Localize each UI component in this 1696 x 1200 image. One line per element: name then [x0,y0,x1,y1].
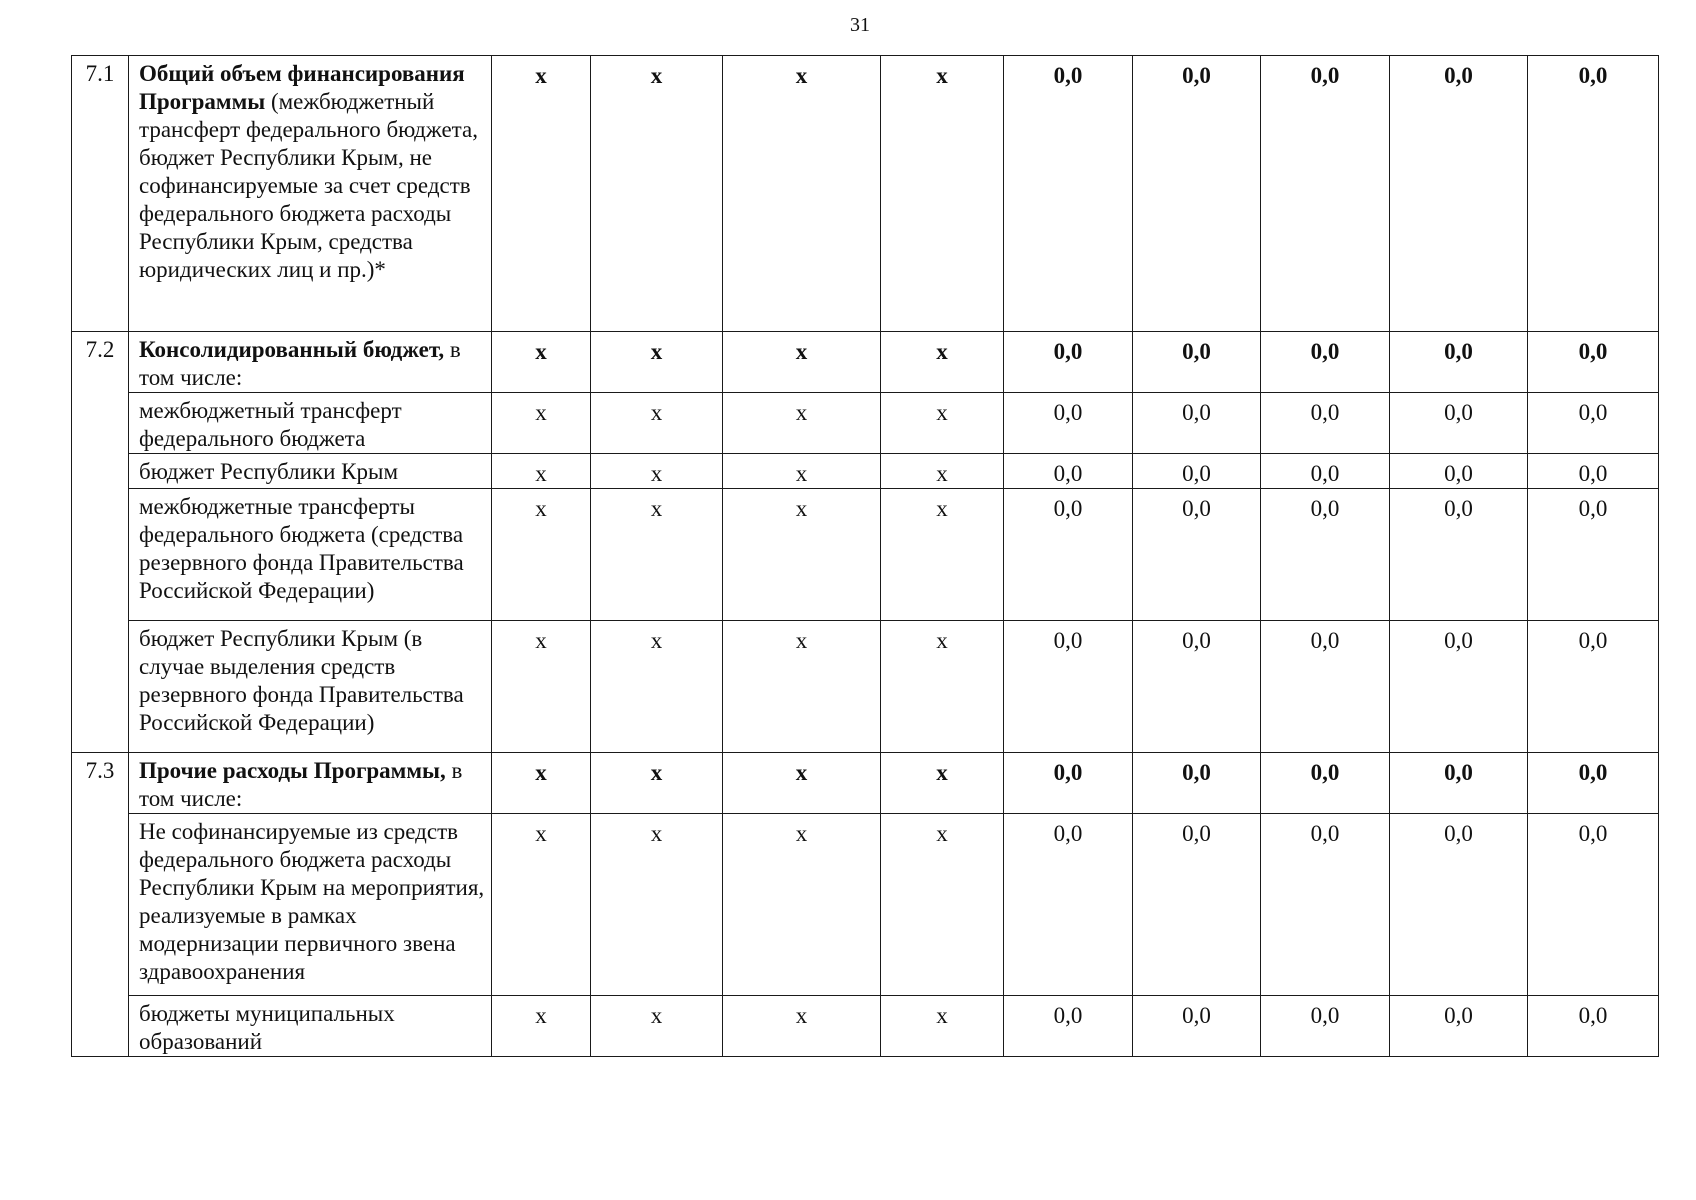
value-cell: x [492,393,591,454]
value-cell: 0,0 [1390,454,1528,489]
value-cell: x [591,489,723,621]
table-row [72,753,1659,814]
row-label-text: межбюджетные трансферты федерального бюджета (средства резервного фонда Правительства Российской Федерации) [139,494,464,603]
row-label [129,489,492,621]
row-label-text: в том числе: [139,758,463,811]
row-label-bold: Консолидированный бюджет, [139,337,445,362]
value-cell: x [492,814,591,996]
value-cell: x [881,814,1004,996]
value-cell: x [591,454,723,489]
value-cell: x [723,454,881,489]
row-number: 7.3 [72,753,129,1057]
row-label [129,996,492,1057]
value-cell: x [492,621,591,753]
value-cell: 0,0 [1390,621,1528,753]
row-number: 7.2 [72,332,129,753]
value-cell: x [881,489,1004,621]
row-label [129,56,492,332]
value-cell: 0,0 [1261,56,1390,332]
value-cell: 0,0 [1390,332,1528,393]
value-cell: 0,0 [1390,56,1528,332]
financing-table [71,55,1659,1057]
value-cell: 0,0 [1390,489,1528,621]
value-cell: x [492,332,591,393]
row-label [129,332,492,393]
value-cell: x [591,996,723,1057]
value-cell: 0,0 [1261,753,1390,814]
value-cell: x [881,996,1004,1057]
row-label-text: в том числе: [139,337,461,390]
value-cell: 0,0 [1004,753,1133,814]
row-label [129,454,492,489]
value-cell: 0,0 [1261,814,1390,996]
value-cell: x [492,454,591,489]
value-cell: x [591,56,723,332]
row-label [129,814,492,996]
table-row [72,996,1659,1057]
value-cell: 0,0 [1133,454,1261,489]
value-cell: 0,0 [1528,621,1659,753]
value-cell: x [591,393,723,454]
value-cell: x [723,332,881,393]
value-cell: 0,0 [1004,393,1133,454]
value-cell: 0,0 [1528,393,1659,454]
table-row [72,332,1659,393]
value-cell: x [591,814,723,996]
value-cell: x [881,454,1004,489]
value-cell: 0,0 [1133,393,1261,454]
value-cell: x [492,56,591,332]
value-cell: 0,0 [1528,454,1659,489]
row-label-text: бюджет Республики Крым [139,459,398,484]
value-cell: 0,0 [1390,996,1528,1057]
value-cell: x [881,621,1004,753]
value-cell: x [881,753,1004,814]
value-cell: 0,0 [1133,996,1261,1057]
value-cell: x [723,621,881,753]
value-cell: x [723,814,881,996]
table-row [72,56,1659,332]
value-cell: 0,0 [1261,996,1390,1057]
value-cell: x [492,996,591,1057]
value-cell: x [591,621,723,753]
value-cell: 0,0 [1261,454,1390,489]
value-cell: 0,0 [1261,489,1390,621]
value-cell: 0,0 [1004,621,1133,753]
value-cell: x [591,332,723,393]
value-cell: 0,0 [1133,56,1261,332]
row-label-bold: Прочие расходы Программы, [139,758,446,783]
value-cell: 0,0 [1133,814,1261,996]
value-cell: x [723,753,881,814]
value-cell: 0,0 [1261,393,1390,454]
value-cell: x [723,56,881,332]
value-cell: 0,0 [1133,332,1261,393]
value-cell: 0,0 [1528,814,1659,996]
value-cell: 0,0 [1004,454,1133,489]
value-cell: x [881,56,1004,332]
value-cell: 0,0 [1528,56,1659,332]
value-cell: x [723,996,881,1057]
row-label-text: (межбюджетный трансферт федерального бюджета, бюджет Республики Крым, не софинансируемые за счет средств федерального бюджета расходы Республики Крым, средства юридических лиц и пр.)* [139,89,478,282]
value-cell: 0,0 [1528,753,1659,814]
value-cell: x [881,332,1004,393]
table-row [72,814,1659,996]
table-row [72,489,1659,621]
row-label [129,393,492,454]
table-row [72,454,1659,489]
row-label-text: Не софинансируемые из средств федерального бюджета расходы Республики Крым на мероприятия, реализуемые в рамках модернизации первичного звена здравоохранения [139,819,485,984]
page-number: 31 [850,14,870,36]
table-row [72,621,1659,753]
value-cell: 0,0 [1528,996,1659,1057]
value-cell: 0,0 [1390,393,1528,454]
value-cell: x [591,753,723,814]
value-cell: x [492,489,591,621]
row-label-text: бюджет Республики Крым (в случае выделения средств резервного фонда Правительства Российской Федерации) [139,626,464,735]
value-cell: 0,0 [1133,621,1261,753]
value-cell: x [723,489,881,621]
table-row [72,393,1659,454]
value-cell: 0,0 [1004,56,1133,332]
row-label [129,621,492,753]
row-number: 7.1 [72,56,129,332]
value-cell: x [881,393,1004,454]
value-cell: 0,0 [1261,332,1390,393]
value-cell: 0,0 [1004,814,1133,996]
value-cell: 0,0 [1004,332,1133,393]
value-cell: 0,0 [1133,753,1261,814]
value-cell: 0,0 [1261,621,1390,753]
row-label [129,753,492,814]
value-cell: 0,0 [1004,996,1133,1057]
value-cell: 0,0 [1390,814,1528,996]
value-cell: x [492,753,591,814]
value-cell: x [723,393,881,454]
value-cell: 0,0 [1528,332,1659,393]
value-cell: 0,0 [1004,489,1133,621]
row-label-text: межбюджетный трансферт федерального бюджета [139,398,402,451]
row-label-bold: Общий объем финансирования Программы [139,61,465,114]
row-label-text: бюджеты муниципальных образований [139,1001,395,1054]
value-cell: 0,0 [1133,489,1261,621]
value-cell: 0,0 [1528,489,1659,621]
value-cell: 0,0 [1390,753,1528,814]
